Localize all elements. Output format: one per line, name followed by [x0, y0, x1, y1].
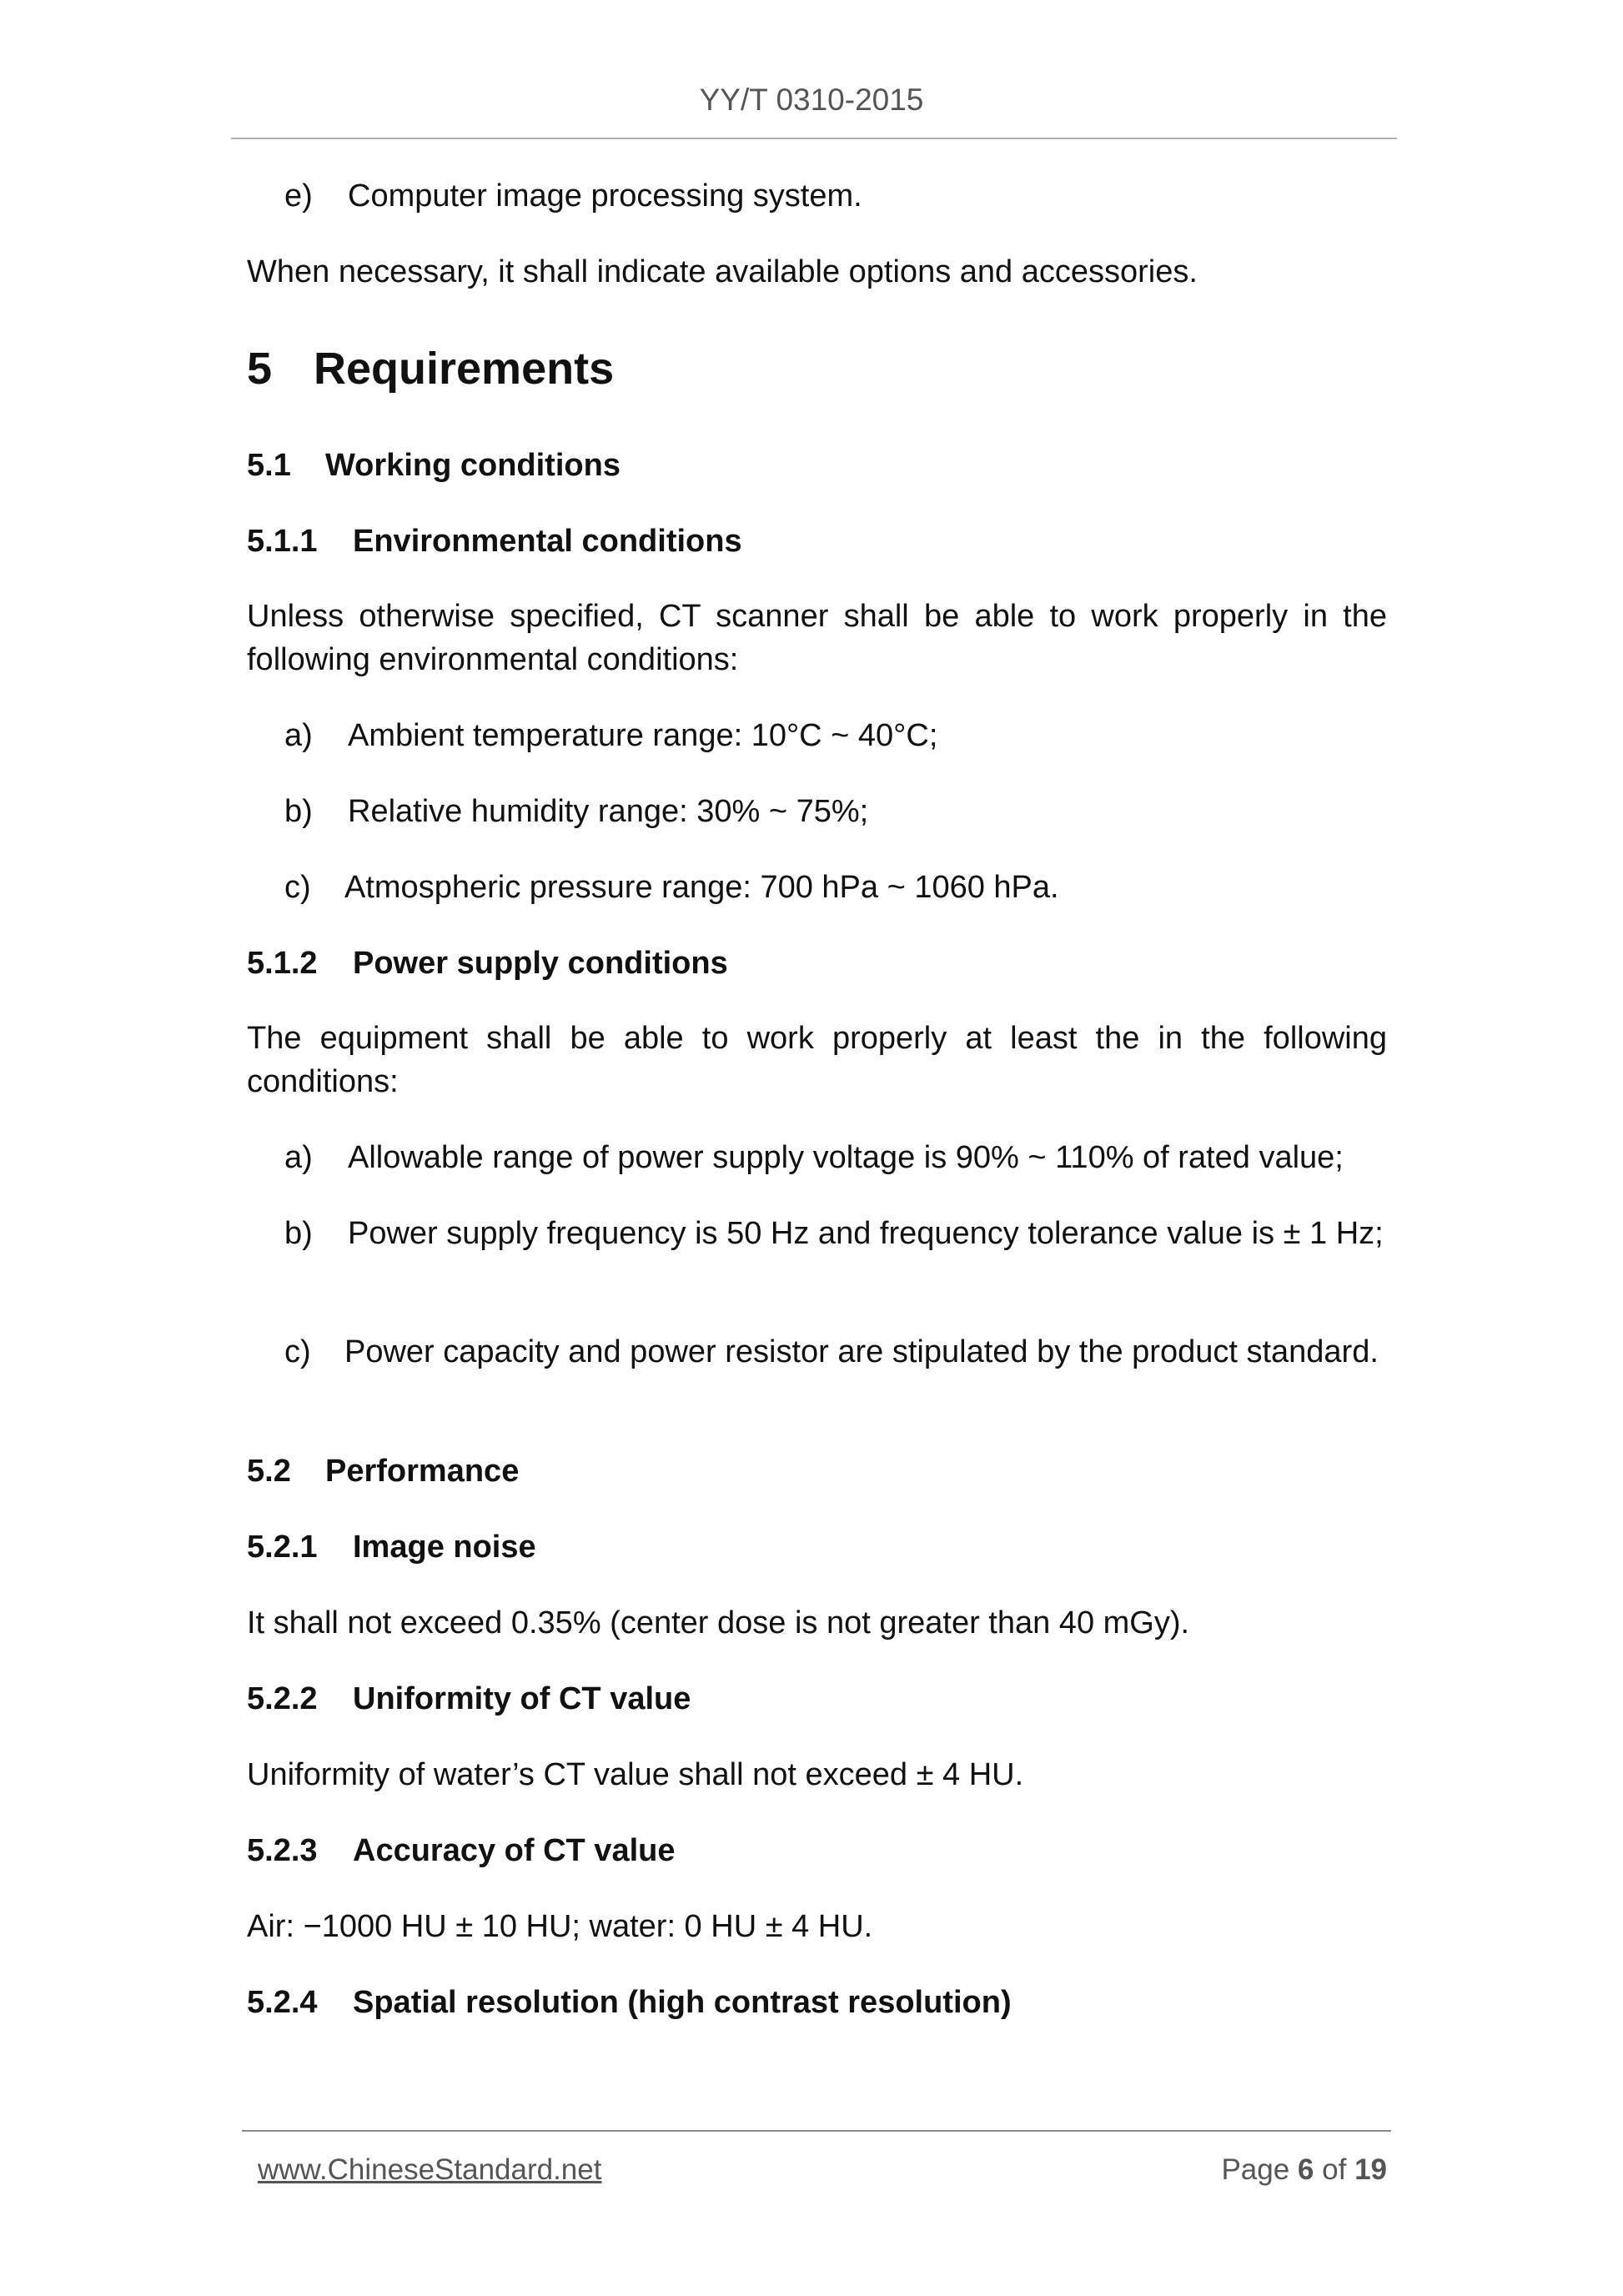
- section-heading-5-1-2: [247, 942, 728, 985]
- list-item-marker: a): [284, 1140, 313, 1175]
- section-title: Working conditions: [325, 448, 621, 483]
- footer-page-number: [1221, 2152, 1387, 2188]
- section-number: 5.2.3: [247, 1833, 318, 1868]
- section-heading-5-2-4: [247, 1981, 1012, 2024]
- section-number: 5.2: [247, 1454, 291, 1489]
- list-item-text: Allowable range of power supply voltage is 90% ~ 110% of rated value;: [348, 1140, 1344, 1175]
- section-heading-5-2-1: [247, 1525, 536, 1569]
- section-title: Image noise: [353, 1530, 536, 1565]
- list-item-marker: e): [284, 178, 313, 214]
- section-number: 5.1.1: [247, 524, 318, 559]
- section-title: Spatial resolution (high contrast resolution): [353, 1985, 1012, 2020]
- paragraph-power-supply: The equipment shall be able to work properly at least the in the following conditions:: [247, 1021, 1387, 1099]
- list-item-marker: c): [284, 870, 311, 905]
- list-item-text: Ambient temperature range: 10°C ~ 40°C;: [348, 718, 938, 753]
- footer-website-link[interactable]: www.ChineseStandard.net: [258, 2153, 602, 2186]
- section-heading-5-2-3: [247, 1829, 675, 1872]
- list-item-marker: c): [284, 1334, 311, 1369]
- section-heading-5-2-2: [247, 1677, 691, 1721]
- list-item-text: Power supply frequency is 50 Hz and frequency tolerance value is ± 1 Hz;: [348, 1216, 1384, 1251]
- section-title: Uniformity of CT value: [353, 1681, 691, 1716]
- section-number: 5: [247, 344, 273, 394]
- list-item-marker: b): [284, 794, 313, 829]
- page-current: 6: [1297, 2153, 1314, 2186]
- section-title: Environmental conditions: [353, 524, 742, 559]
- page-of: of: [1322, 2153, 1347, 2186]
- section-heading-5-1-1: [247, 520, 742, 563]
- section-title: Performance: [325, 1454, 520, 1489]
- list-item-text: Relative humidity range: 30% ~ 75%;: [348, 794, 869, 829]
- page-total: 19: [1354, 2153, 1387, 2186]
- section-number: 5.2.2: [247, 1681, 318, 1716]
- page-prefix: Page: [1221, 2153, 1290, 2186]
- paragraph-environmental: Unless otherwise specified, CT scanner shall be able to work properly in the following environmental conditions:: [247, 599, 1387, 677]
- section-heading-5-2: [247, 1449, 519, 1493]
- list-item-text: Power capacity and power resistor are stipulated by the product standard.: [344, 1334, 1379, 1369]
- paragraph-accuracy: Air: −1000 HU ± 10 HU; water: 0 HU ± 4 HU.: [247, 1909, 873, 1944]
- list-item-marker: b): [284, 1216, 313, 1251]
- section-heading-5: [247, 342, 614, 395]
- section-title: Requirements: [314, 344, 615, 394]
- section-number: 5.1.2: [247, 946, 318, 981]
- list-item-text: Computer image processing system.: [348, 178, 862, 214]
- section-title: Accuracy of CT value: [353, 1833, 676, 1868]
- header-divider: [231, 138, 1397, 139]
- section-number: 5.1: [247, 448, 291, 483]
- page-header-title: YY/T 0310-2015: [699, 83, 924, 117]
- footer-divider: [242, 2130, 1391, 2132]
- paragraph-image-noise: It shall not exceed 0.35% (center dose is not greater than 40 mGy).: [247, 1605, 1190, 1640]
- paragraph-options-note: When necessary, it shall indicate available options and accessories.: [247, 254, 1198, 289]
- list-item-text: Atmospheric pressure range: 700 hPa ~ 1060 hPa.: [344, 870, 1059, 905]
- section-title: Power supply conditions: [353, 946, 728, 981]
- paragraph-uniformity: Uniformity of water’s CT value shall not exceed ± 4 HU.: [247, 1757, 1024, 1792]
- section-heading-5-1: [247, 444, 621, 487]
- list-item-marker: a): [284, 718, 313, 753]
- section-number: 5.2.1: [247, 1530, 318, 1565]
- section-number: 5.2.4: [247, 1985, 318, 2020]
